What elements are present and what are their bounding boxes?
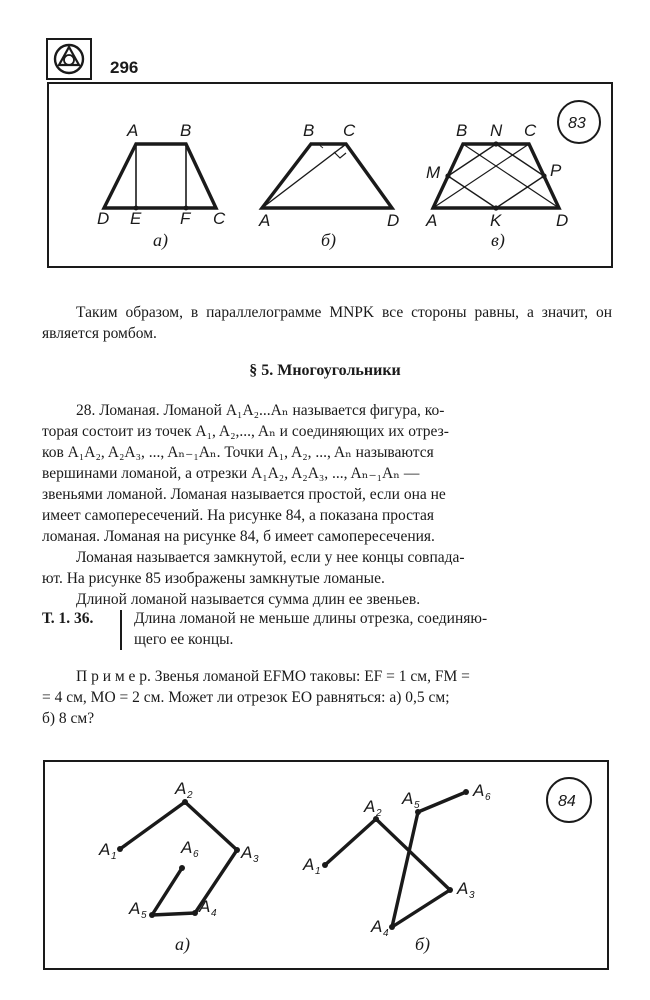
- subscript-1: 1: [111, 851, 117, 862]
- text-line: 28. Ломаная. Ломаной A₁A₂...Aₙ называется фигура, ко-: [76, 402, 445, 419]
- label-A6: A: [181, 838, 193, 857]
- label-A5: A: [402, 789, 414, 808]
- label-A2: A: [175, 779, 187, 798]
- text-line: б) 8 см?: [42, 710, 95, 727]
- paragraph-text: Таким образом, в параллелограмме MNPK все стороны равны, а значит, он является ромбом.: [42, 304, 612, 342]
- figure-84b-polyline: [325, 792, 469, 927]
- figure-number-83: 83: [568, 115, 586, 132]
- text-line: П р и м е р. Звенья ломаной EFMO таковы: EF = 1 см, FM =: [76, 668, 470, 685]
- triangle-in-circle-icon: [46, 38, 92, 80]
- caption-84a: а): [175, 934, 190, 954]
- subscript-6: 6: [485, 792, 491, 803]
- label-B: B: [180, 121, 192, 140]
- subscript-3: 3: [469, 890, 475, 901]
- text-line: щего ее концы.: [134, 631, 234, 648]
- label-A3: A: [457, 879, 469, 898]
- theorem-number: Т. 1. 36.: [42, 610, 94, 627]
- label-C: C: [343, 121, 356, 140]
- theorem-text: [134, 608, 612, 650]
- paragraph-28: [42, 400, 612, 610]
- example: [42, 666, 612, 729]
- label-D: D: [97, 209, 110, 228]
- text-line: звеньями ломаной. Ломаная называется простой, если она не: [42, 486, 446, 503]
- text-line: вершинами ломаной, а отрезки A₁A₂, A₂A₃, ..., Aₙ₋₁Aₙ —: [42, 465, 420, 482]
- page-number: 296: [110, 58, 139, 77]
- label-K: K: [490, 211, 502, 230]
- subscript-3: 3: [253, 854, 259, 865]
- label-P: P: [550, 161, 562, 180]
- subscript-5: 5: [414, 800, 420, 811]
- subscript-2: 2: [187, 790, 193, 801]
- label-N: N: [490, 121, 503, 140]
- paragraph-rhombus: [42, 302, 612, 344]
- figure-83a-trapezoid: [104, 144, 216, 210]
- figure-number-84: 84: [558, 793, 576, 810]
- label-E: E: [130, 209, 142, 228]
- label-A: A: [426, 211, 438, 230]
- label-A4: A: [371, 917, 383, 936]
- caption-83b: б): [321, 230, 337, 250]
- label-C: C: [524, 121, 537, 140]
- subscript-6: 6: [193, 849, 199, 860]
- label-A1: A: [303, 855, 315, 874]
- text-line: ломаная. Ломаная на рисунке 84, б имеет самопересечения.: [42, 528, 435, 545]
- label-M: M: [426, 163, 441, 182]
- label-B: B: [303, 121, 315, 140]
- label-D: D: [387, 211, 400, 230]
- theorem-divider: [120, 610, 122, 650]
- label-A2: A: [364, 797, 376, 816]
- label-C: C: [213, 209, 226, 228]
- text-line: имеет самопересечений. На рисунке 84, а показана простая: [42, 507, 435, 524]
- subscript-4: 4: [383, 928, 389, 939]
- label-A4: A: [199, 897, 211, 916]
- label-A: A: [127, 121, 139, 140]
- label-A5: A: [129, 899, 141, 918]
- label-A1: A: [99, 840, 111, 859]
- text-line: Длиной ломаной называется сумма длин ее звеньев.: [76, 591, 421, 608]
- text-line: = 4 см, MO = 2 см. Может ли отрезок EO равняться: а) 0,5 см;: [42, 689, 450, 706]
- label-A: A: [259, 211, 271, 230]
- subscript-5: 5: [141, 910, 147, 921]
- label-B: B: [456, 121, 468, 140]
- figure-83: [47, 82, 613, 268]
- text-line: ков A₁A₂, A₂A₃, ..., Aₙ₋₁Aₙ. Точки A₁, A₂, ..., Aₙ называются: [42, 444, 434, 461]
- section-heading: § 5. Многоугольники: [249, 362, 401, 379]
- label-A6: A: [473, 781, 485, 800]
- caption-83a: а): [153, 230, 168, 250]
- caption-84b: б): [415, 934, 431, 954]
- subscript-2: 2: [376, 808, 382, 819]
- text-line: Длина ломаной не меньше длины отрезка, соединяю-: [134, 610, 488, 627]
- caption-83c: в): [491, 230, 505, 250]
- text-line: ют. На рисунке 85 изображены замкнутые ломаные.: [42, 570, 385, 587]
- figure-84: [43, 760, 609, 970]
- subscript-1: 1: [315, 866, 321, 877]
- text-line: Ломаная называется замкнутой, если у нее концы совпада-: [76, 549, 465, 566]
- subscript-4: 4: [211, 908, 217, 919]
- label-A3: A: [241, 843, 253, 862]
- text-line: торая состоит из точек A₁, A₂,..., Aₙ и соединяющих их отрез-: [42, 423, 449, 440]
- figure-83b-trapezoid: [262, 144, 392, 208]
- label-F: F: [180, 209, 191, 228]
- label-D: D: [556, 211, 569, 230]
- figure-83c-trapezoid: [433, 141, 559, 210]
